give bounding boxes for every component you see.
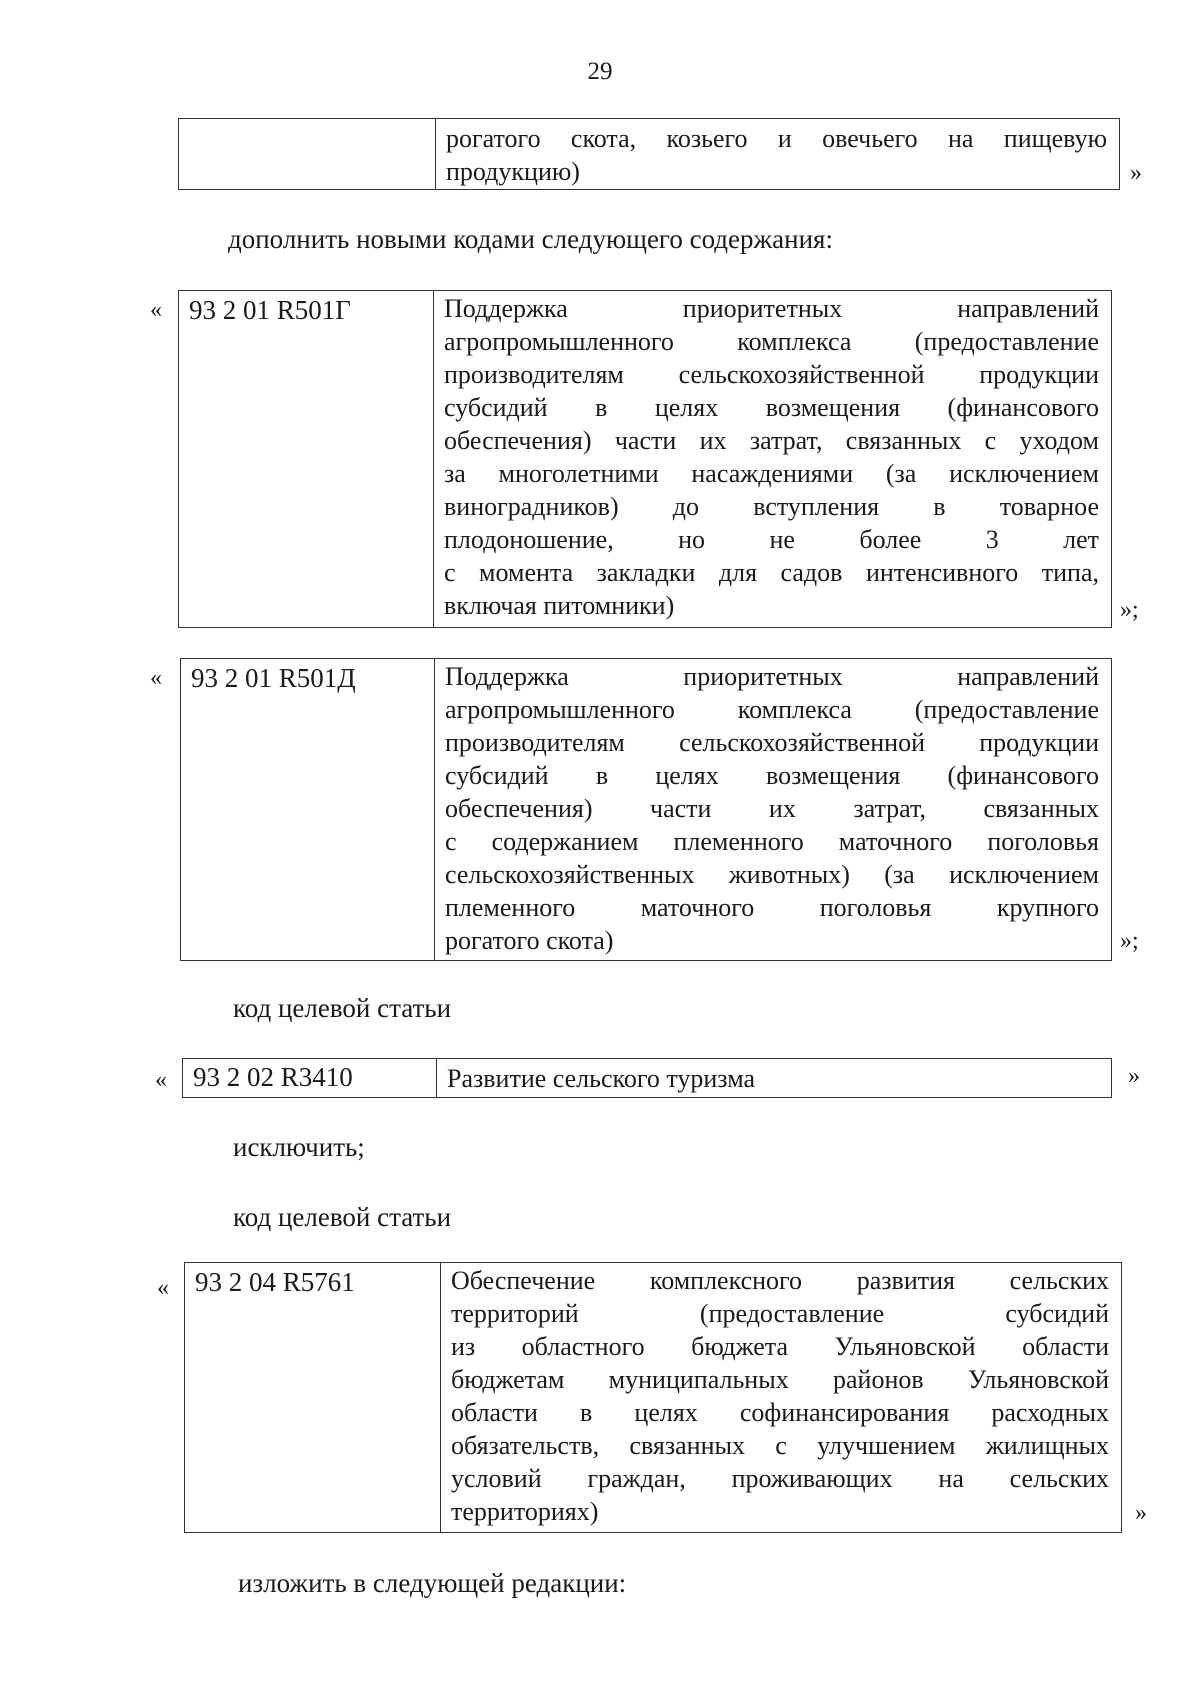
description-line: рогатого скота) [445, 926, 614, 955]
description-line: субсидий в целях возмещения (финансового [445, 761, 1099, 790]
code-cell: 93 2 02 R3410 [183, 1059, 437, 1097]
closing-quote: »; [1120, 597, 1139, 623]
code-cell: 93 2 01 R501Д [181, 659, 435, 960]
code-table-continuation [178, 118, 1120, 190]
description-line: субсидий в целях возмещения (финансового [444, 393, 1099, 422]
description-line: производителям сельскохозяйственной продукции [444, 360, 1099, 389]
code-cell [179, 119, 436, 189]
description-line: за многолетними насаждениями (за исключением [444, 459, 1099, 488]
code-table-r501g [178, 290, 1112, 628]
description-cell [435, 659, 1111, 960]
description-line: плодоношение, но не более 3 лет [444, 525, 1099, 554]
description-line: с содержанием племенного маточного поголовья [445, 827, 1099, 856]
code-table-r501d [180, 658, 1112, 961]
description-line: племенного маточного поголовья крупного [445, 893, 1099, 922]
instruction-text: дополнить новыми кодами следующего содержания: [228, 224, 833, 254]
closing-quote: » [1135, 1500, 1147, 1526]
exclude-text: исключить; [233, 1132, 365, 1162]
opening-quote: « [157, 1275, 169, 1301]
opening-quote: « [155, 1067, 167, 1093]
description-line: Обеспечение комплексного развития сельских [451, 1266, 1109, 1295]
description-line: агропромышленного комплекса (предоставление [445, 695, 1099, 724]
description-line: территорий (предоставление субсидий [451, 1299, 1109, 1328]
description-line: агропромышленного комплекса (предоставление [444, 327, 1099, 356]
description-line: производителям сельскохозяйственной продукции [445, 728, 1099, 757]
instruction-text: изложить в следующей редакции: [238, 1568, 627, 1598]
description-cell [437, 1059, 1111, 1097]
code-cell: 93 2 04 R5761 [185, 1263, 441, 1532]
target-article-label: код целевой статьи [233, 993, 452, 1023]
opening-quote: « [150, 297, 162, 323]
closing-quote: » [1128, 1063, 1140, 1089]
description-line: бюджетам муниципальных районов Ульяновской [451, 1365, 1109, 1394]
opening-quote: « [150, 665, 162, 691]
closing-quote: » [1130, 160, 1142, 186]
description-line: Поддержка приоритетных направлений [444, 294, 1099, 323]
description-line: Поддержка приоритетных направлений [445, 662, 1099, 691]
description-line: рогатого скота, козьего и овечьего на пищевую [446, 124, 1107, 153]
description-line: условий граждан, проживающих на сельских [451, 1464, 1109, 1493]
target-article-label: код целевой статьи [233, 1202, 452, 1232]
description-cell [434, 291, 1111, 627]
description-line: Развитие сельского туризма [447, 1064, 756, 1093]
closing-quote: »; [1120, 928, 1139, 954]
description-line: включая питомники) [444, 591, 675, 620]
description-line: обеспечения) части их затрат, связанных с уходом [444, 426, 1099, 455]
description-line: территориях) [451, 1497, 599, 1526]
description-line: с момента закладки для садов интенсивного типа, [444, 558, 1099, 587]
description-cell [436, 119, 1119, 189]
description-line: обеспечения) части их затрат, связанных [445, 794, 1099, 823]
description-line: области в целях софинансирования расходных [451, 1398, 1109, 1427]
code-cell: 93 2 01 R501Г [179, 291, 434, 627]
description-line: виноградников) до вступления в товарное [444, 492, 1099, 521]
description-line: обязательств, связанных с улучшением жилищных [451, 1431, 1109, 1460]
description-line: продукцию) [446, 157, 580, 186]
code-table-r5761 [184, 1262, 1122, 1533]
description-line: сельскохозяйственных животных) (за исключением [445, 860, 1099, 889]
code-table-r3410 [182, 1058, 1112, 1098]
description-line: из областного бюджета Ульяновской области [451, 1332, 1109, 1361]
page-number: 29 [587, 58, 613, 85]
description-cell [441, 1263, 1121, 1532]
